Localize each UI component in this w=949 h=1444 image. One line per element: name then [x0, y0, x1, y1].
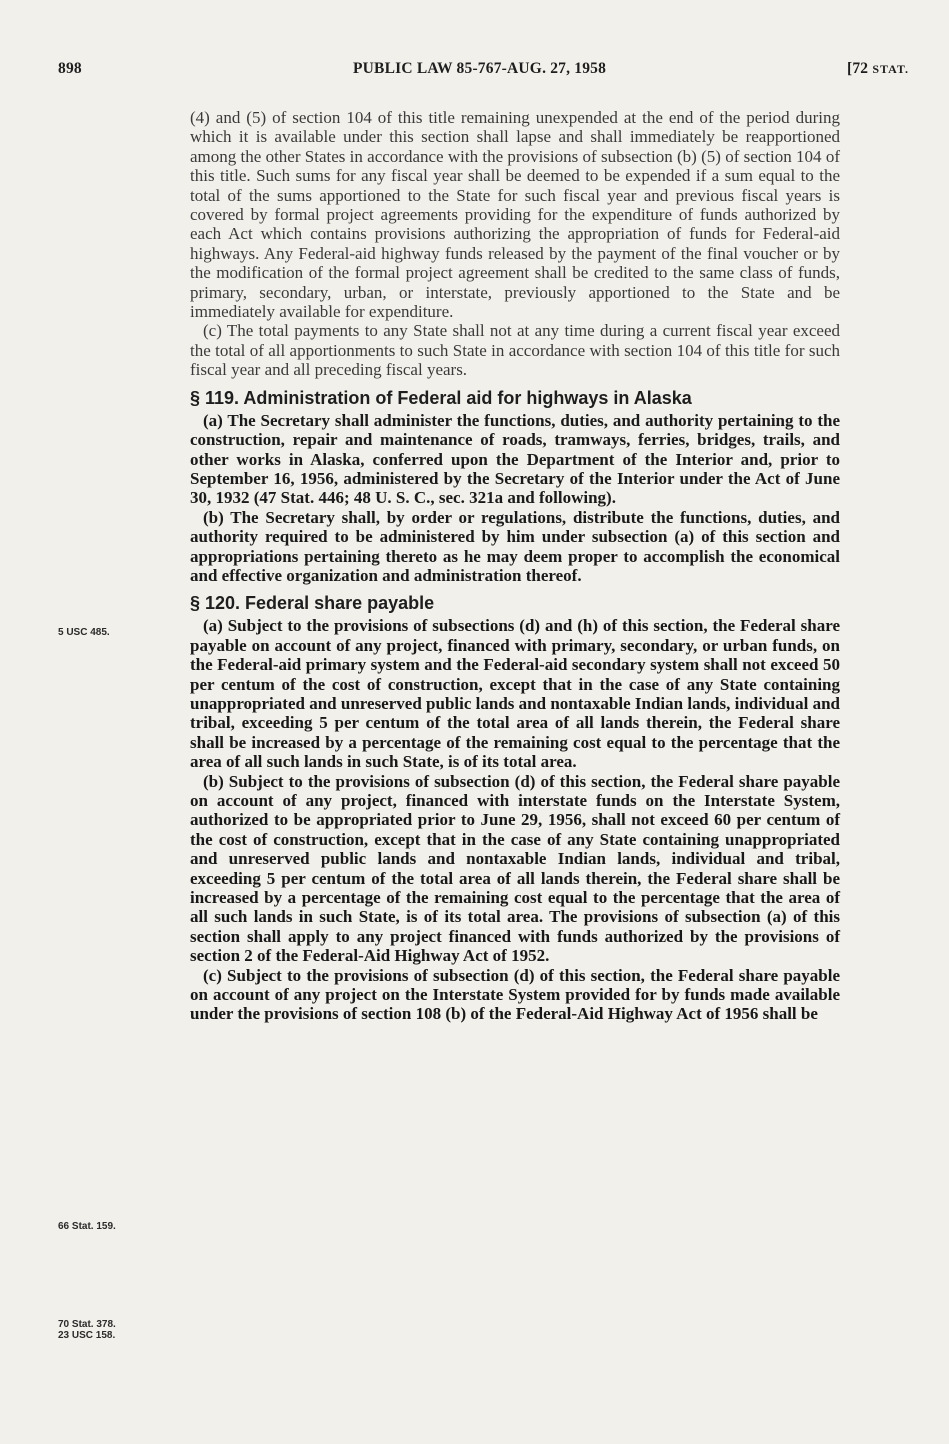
- margin-note-66-stat-159: 66 Stat. 159.: [58, 1221, 116, 1232]
- volume-suffix: STAT.: [872, 62, 909, 76]
- section-heading-119: § 119. Administration of Federal aid for highways in Alaska: [190, 387, 692, 408]
- margin-note-line: 23 USC 158.: [58, 1330, 116, 1341]
- paragraph-120-a: (a) Subject to the provisions of subsections (d) and (h) of this section, the Federal share payable on account of any project, financed with primary, secondary, or urban funds, on the Federal-aid primary system and the Federal-aid secondary system shall not exceed 50 per centum of the cost of construction, except that in the case of any State containing unappropriated and unreserved public lands and nontaxable Indian lands, individual and tribal, exceeding 5 per centum of the total area of all lands therein, the Federal share shall be increased by a percentage of the remaining cost equal to the percentage that the area of all such lands in such State, is of its total area.: [190, 616, 840, 772]
- paragraph-120-c: (c) Subject to the provisions of subsection (d) of this section, the Federal share payable on account of any project on the Interstate System provided for by funds made available under the provisions of section 108 (b) of the Federal-Aid Highway Act of 1956 shall be: [190, 965, 840, 1024]
- running-header: [58, 60, 909, 84]
- margin-note-5-usc-485: 5 USC 485.: [58, 627, 110, 638]
- volume-reference: [847, 60, 909, 78]
- paragraph-119-a: (a) The Secretary shall administer the functions, duties, and authority pertaining to the construction, repair and maintenance of roads, tramways, ferries, bridges, trails, and other works in Alaska, conferred upon the Department of the Interior and, prior to September 16, 1956, administered by the Secretary of the Interior under the Act of June 30, 1932 (47 Stat. 446; 48 U. S. C., sec. 321a and following).: [190, 410, 840, 508]
- body-text: [190, 108, 840, 1024]
- margin-note-70-stat-378: [58, 1319, 116, 1341]
- section-heading-120: § 120. Federal share payable: [190, 593, 435, 614]
- paragraph-118-c: (c) The total payments to any State shall not at any time during a current fiscal year exceed the total of all apportionments to such State in accordance with section 104 of this title for such fiscal year and all preceding fiscal years.: [190, 321, 840, 380]
- page-number: 898: [58, 60, 82, 77]
- paragraph-120-b: (b) Subject to the provisions of subsection (d) of this section, the Federal share payable on account of any project, financed with interstate funds on the Interstate System, authorized to be appropriated prior to June 29, 1956, shall not exceed 60 per centum of the cost of construction, except that in the case of any State containing unappropriated and unreserved public lands and nontaxable Indian lands, individual and tribal, exceeding 5 per centum of the total area of all lands therein, the Federal share shall be increased by a percentage of the remaining cost equal to the percentage that the area of all such lands in such State, is of its total area. The provisions of subsection (a) of this section shall apply to any project financed with funds authorized by the provisions of section 2 of the Federal-Aid Highway Act of 1952.: [190, 771, 840, 966]
- paragraph-continuation: (4) and (5) of section 104 of this title remaining unexpended at the end of the period during which it is available under this section shall lapse and shall immediately be reapportioned among the other States in accordance with the provisions of subsection (b) (5) of section 104 of this title. Such sums for any fiscal year shall be deemed to be expended if a sum equal to the total of the sums apportioned to the State for such fiscal year and previous fiscal years is covered by formal project agreements providing for the expenditure of funds authorized by each Act which contains provisions authorizing the appropriation of funds for Federal-aid highways. Any Federal-aid highway funds released by the payment of the final voucher or by the modification of the formal project agreement shall be credited to the same class of funds, primary, secondary, urban, or interstate, previously apportioned to the State and be immediately available for expenditure.: [190, 108, 840, 322]
- running-title: PUBLIC LAW 85-767-AUG. 27, 1958: [353, 60, 607, 77]
- paragraph-119-b: (b) The Secretary shall, by order or regulations, distribute the functions, duties, and authority required to be administered by him under subsection (a) of this section and appropriations pertaining thereto as he may deem proper to accomplish the economical and effective organization and administration thereof.: [190, 507, 840, 585]
- volume-prefix: [72: [846, 60, 873, 77]
- margin-note-line: 70 Stat. 378.: [58, 1319, 116, 1330]
